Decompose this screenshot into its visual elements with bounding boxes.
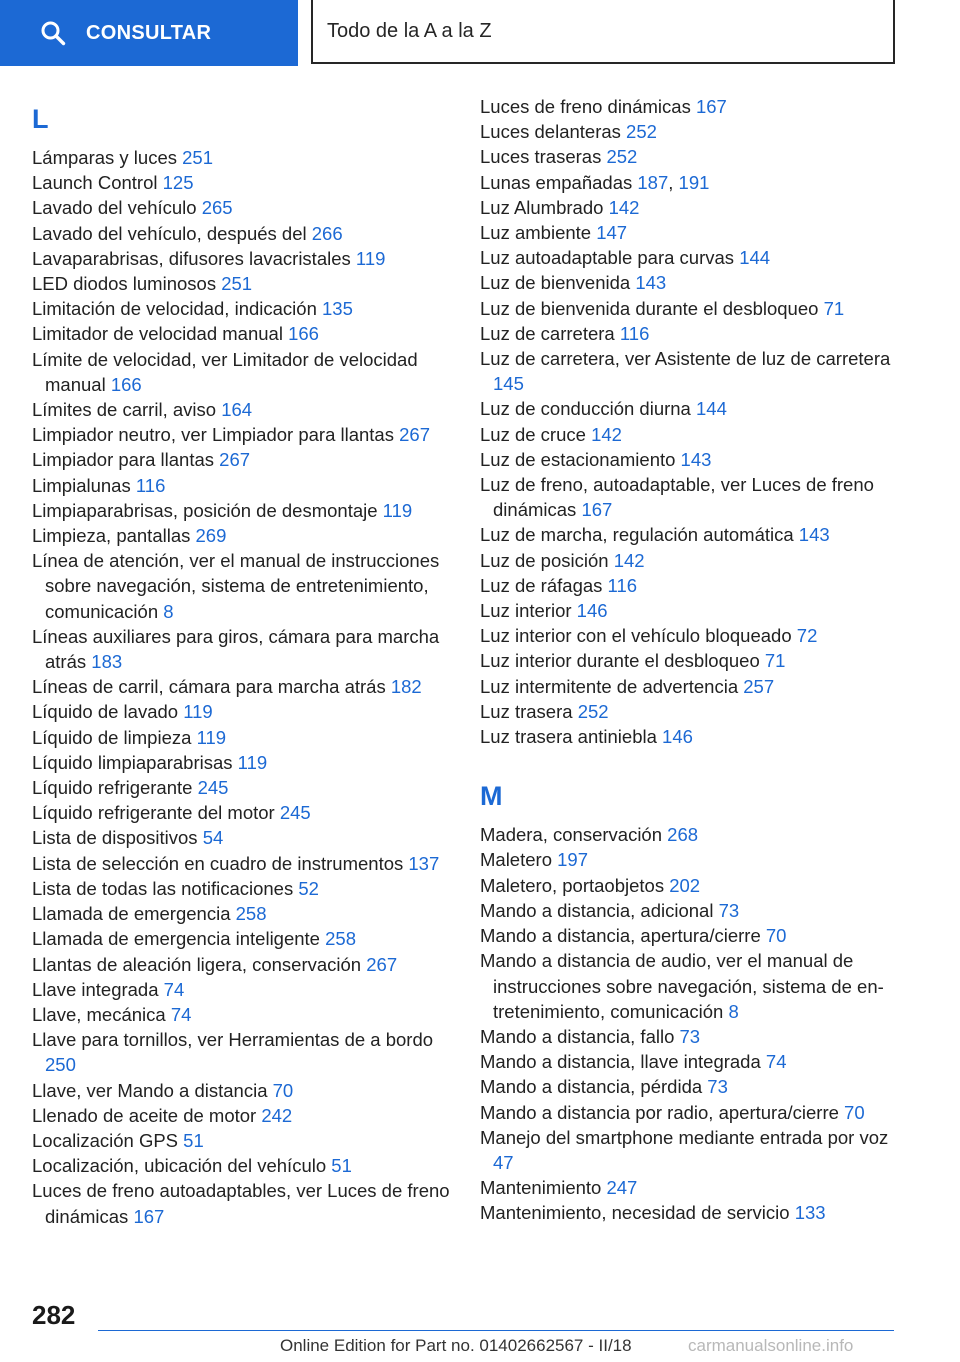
entry-text: Lavado del vehículo, después del: [32, 222, 307, 244]
index-entry: [32, 246, 452, 271]
page-link[interactable]: 143: [798, 524, 830, 546]
entry-text: Mando a distancia, adicional: [480, 899, 714, 921]
entry-text: Luz de carretera, ver Asistente de luz de carretera: [480, 348, 891, 370]
watermark: carmanualsonline.info: [688, 1336, 854, 1355]
index-entry: [480, 1049, 900, 1074]
page-link[interactable]: 167: [133, 1205, 165, 1227]
search-icon: [40, 20, 66, 46]
index-entry: [32, 296, 452, 321]
page-link[interactable]: 47: [493, 1151, 514, 1173]
index-entry: [480, 472, 900, 522]
index-entry: [32, 145, 452, 170]
entry-text: Límite de velocidad, ver Limitador de velocidad manual: [32, 348, 418, 395]
entry-text: Llave, mecánica: [32, 1003, 166, 1025]
index-entry: [32, 1027, 452, 1077]
entry-text: Luces traseras: [480, 146, 602, 168]
entry-text: Launch Control: [32, 172, 158, 194]
page-link[interactable]: 252: [626, 121, 657, 143]
page-link[interactable]: 125: [162, 172, 194, 194]
index-entry: [480, 822, 900, 847]
page-link[interactable]: 164: [221, 399, 253, 421]
index-column-left: [32, 94, 452, 1229]
index-entry: [32, 775, 452, 800]
consultar-label: CONSULTAR: [86, 21, 212, 44]
page-link[interactable]: 119: [196, 726, 227, 748]
entry-text: Luz ambiente: [480, 222, 592, 244]
section-letter: M: [480, 781, 503, 812]
entry-text: Llenado de aceite de motor: [32, 1104, 257, 1126]
page-link[interactable]: 191: [678, 171, 710, 193]
index-entry: [480, 220, 900, 245]
index-entry: [480, 522, 900, 547]
edition-text: [280, 1336, 632, 1356]
entry-text: Líquido refrigerante del motor: [32, 802, 275, 824]
index-entry: [32, 825, 452, 850]
index-entry: [32, 397, 452, 422]
index-entry: [32, 1153, 452, 1178]
page-link[interactable]: 142: [613, 549, 645, 571]
page-link[interactable]: 119: [183, 701, 213, 723]
entry-text: Luz autoadaptable para curvas: [480, 247, 735, 269]
index-entry: [32, 800, 452, 825]
index-entry: [480, 321, 900, 346]
entry-text: Luz de posición: [480, 549, 609, 571]
page-link[interactable]: 142: [608, 196, 640, 218]
entry-text: Localización, ubicación del vehículo: [32, 1155, 327, 1177]
entry-text: Llamada de emergencia: [32, 903, 231, 925]
index-entry: [480, 346, 900, 396]
index-entry: [480, 873, 900, 898]
page-link[interactable]: 250: [45, 1054, 76, 1076]
entry-text: Luces de freno autoadaptables, ver Luces de freno dinámicas: [32, 1180, 450, 1227]
page-link[interactable]: 116: [619, 322, 650, 344]
page-link[interactable]: 183: [91, 651, 123, 673]
page-link[interactable]: 166: [110, 373, 142, 395]
index-entry: [32, 699, 452, 724]
entry-text: Llave integrada: [32, 978, 159, 1000]
entry-text: Mando a distancia, pérdida: [480, 1076, 703, 1098]
index-entry: [32, 498, 452, 523]
page-link[interactable]: 197: [557, 849, 588, 871]
page-link[interactable]: 251: [182, 147, 213, 168]
entry-text: Madera, conservación: [480, 824, 663, 846]
entry-text: Maletero, portaobjetos: [480, 874, 665, 896]
entry-text: Líquido de limpieza: [32, 726, 192, 748]
page-link[interactable]: 267: [219, 449, 251, 471]
index-entry: [32, 548, 452, 624]
page-link[interactable]: 71: [823, 297, 845, 319]
index-entry: [32, 473, 452, 498]
page-link[interactable]: 8: [728, 1000, 739, 1022]
entry-text: Lista de dispositivos: [32, 827, 198, 849]
index-entry: [480, 1024, 900, 1049]
entry-text: Lunas empañadas: [480, 171, 633, 193]
entry-text: Mando a distancia de audio, ver el manual de instrucciones sobre navegación, sistema de entretenimiento, comunicación: [480, 950, 884, 1022]
entry-text: Llave, ver Mando a distancia: [32, 1079, 268, 1101]
page-link[interactable]: 8: [163, 600, 174, 622]
page-link[interactable]: 266: [311, 222, 343, 244]
page-link[interactable]: 167: [581, 499, 613, 521]
entry-text: Líneas auxiliares para giros, cámara para marcha atrás: [32, 625, 440, 673]
top-bar: [0, 0, 960, 66]
index-entry: [480, 699, 900, 724]
page-link[interactable]: 73: [707, 1076, 728, 1098]
index-entry: [480, 573, 900, 598]
footer-divider: [98, 1330, 894, 1331]
entry-text: Lavaparabrisas, difusores lavacristales: [32, 247, 351, 269]
entry-text: Luz de ráfagas: [480, 574, 603, 596]
entry-text: Luz de freno, autoadaptable, ver Luces de freno dinámicas: [480, 474, 874, 521]
page-link[interactable]: 258: [235, 903, 267, 925]
page-link[interactable]: 143: [635, 272, 667, 294]
entry-text: Mando a distancia, apertura/cierre: [480, 925, 761, 947]
entry-text: Mando a distancia, llave integrada: [480, 1051, 761, 1073]
entry-text: Limpialunas: [32, 474, 131, 496]
page-link[interactable]: 146: [576, 600, 608, 622]
page-link[interactable]: 265: [201, 197, 233, 219]
entry-text: Luz de bienvenida: [480, 272, 631, 294]
entry-text: Llantas de aleación ligera, conservación: [32, 953, 362, 975]
page-link[interactable]: 147: [596, 222, 628, 244]
page-link[interactable]: 144: [739, 247, 771, 269]
section-letter: L: [32, 104, 49, 134]
entry-text: Líquido de lavado: [32, 701, 179, 723]
index-entry: [480, 548, 900, 573]
index-entry: [32, 952, 452, 977]
page-link[interactable]: 51: [331, 1155, 352, 1177]
index-entry: [480, 396, 900, 421]
index-entry: [32, 523, 452, 548]
page-link[interactable]: 137: [408, 852, 440, 874]
index-entry: [32, 1002, 452, 1027]
entry-text: Luz trasera antiniebla: [480, 726, 657, 748]
index-entry: [480, 422, 900, 447]
index-entry: [480, 847, 900, 872]
index-entry: [480, 195, 900, 220]
entry-text: Luz de cruce: [480, 423, 586, 445]
index-entry: [480, 674, 900, 699]
page-link[interactable]: 182: [390, 676, 422, 698]
page-link[interactable]: 116: [135, 474, 166, 496]
entry-text: Límites de carril, aviso: [32, 399, 217, 421]
index-entry: [32, 347, 452, 397]
page-link[interactable]: 135: [322, 298, 353, 320]
index-entry: [480, 598, 900, 623]
index-entry: [480, 1200, 900, 1225]
page-link[interactable]: 119: [355, 247, 386, 269]
index-entry: Lunas empañadas 187, 191: [480, 171, 710, 193]
page-link[interactable]: 70: [844, 1101, 865, 1123]
page-link[interactable]: 257: [743, 675, 775, 697]
index-entry: [32, 876, 452, 901]
index-entry: [32, 1128, 452, 1153]
entry-text: Luz intermitente de advertencia: [480, 675, 739, 697]
index-entry: [32, 195, 452, 220]
index-entry: [480, 648, 900, 673]
entry-text: Luz de estacionamiento: [480, 448, 676, 470]
entry-text: Mantenimiento: [480, 1177, 602, 1199]
entry-text: Luz interior durante el desbloqueo: [480, 650, 760, 672]
index-entry: [480, 948, 900, 1024]
index-entry: [32, 926, 452, 951]
entry-text: Luz de marcha, regulación automática: [480, 524, 794, 546]
index-entry: [480, 296, 900, 321]
entry-text: Luz interior con el vehículo bloqueado: [480, 625, 792, 647]
index-entry: [480, 270, 900, 295]
index-entry: [32, 1103, 452, 1128]
page-link[interactable]: 73: [679, 1025, 701, 1047]
page-link[interactable]: 252: [606, 146, 638, 168]
page-number: 282: [32, 1300, 76, 1330]
edition-label: Online Edition for Part no. 01402662567 - II/18: [280, 1336, 632, 1355]
entry-text: Mantenimiento, necesidad de servicio: [480, 1202, 790, 1224]
entry-text: Luz Alumbrado: [480, 196, 604, 218]
index-entry: [480, 144, 900, 169]
index-entry: [32, 624, 452, 674]
page-link[interactable]: 187: [637, 171, 669, 193]
page-link[interactable]: 116: [607, 574, 638, 596]
page-link[interactable]: 133: [794, 1202, 826, 1224]
entry-text: Lámparas y luces: [32, 147, 177, 168]
index-entry: [32, 321, 452, 346]
page-link[interactable]: 267: [366, 953, 398, 975]
entry-text: Líquido limpiaparabrisas: [32, 751, 233, 773]
page-link[interactable]: 74: [163, 978, 185, 1000]
entry-text: Mando a distancia, fallo: [480, 1025, 675, 1047]
index-entry: [32, 422, 452, 447]
page-link[interactable]: 52: [298, 877, 319, 899]
entry-text: Líneas de carril, cámara para marcha atrás: [32, 676, 386, 698]
page-link[interactable]: 167: [695, 96, 727, 117]
index-entry: [480, 623, 900, 648]
index-entry: [480, 1175, 900, 1200]
index-entry: [32, 271, 452, 296]
entry-text: Mando a distancia por radio, apertura/cierre: [480, 1101, 839, 1123]
page-link[interactable]: 269: [195, 525, 227, 547]
index-entry: [32, 1078, 452, 1103]
index-entry: [480, 923, 900, 948]
index-entry: [32, 750, 452, 775]
index-entry: [480, 1074, 900, 1099]
entry-text: Líquido refrigerante: [32, 777, 193, 799]
page-link[interactable]: 54: [202, 827, 224, 849]
entry-text: Luces de freno dinámicas: [480, 96, 691, 117]
entry-text: Limpiador para llantas: [32, 449, 215, 471]
page-link[interactable]: 73: [718, 899, 740, 921]
index-entry: [480, 447, 900, 472]
page-link[interactable]: 145: [493, 373, 524, 395]
page-link[interactable]: 74: [170, 1003, 192, 1025]
entry-text: Limitador de velocidad manual: [32, 323, 283, 345]
entry-text: Limpieza, pantallas: [32, 525, 191, 547]
index-entry: [32, 221, 452, 246]
entry-text: Luz trasera: [480, 700, 573, 722]
page-link[interactable]: 74: [765, 1051, 787, 1073]
page-link[interactable]: 245: [279, 802, 311, 824]
page-link[interactable]: 142: [591, 423, 622, 445]
entry-text: Llamada de emergencia inteligente: [32, 928, 320, 950]
page-link[interactable]: 146: [662, 726, 693, 748]
consultar-button[interactable]: [0, 0, 298, 66]
index-entry: [32, 447, 452, 472]
entry-text: Lavado del vehículo: [32, 197, 197, 219]
entry-text: Lista de todas las notificaciones: [32, 877, 294, 899]
entry-text: Línea de atención, ver el manual de instrucciones sobre navegación, sistema de entretenimiento, comunicación: [32, 550, 440, 622]
entry-text: Llave para tornillos, ver Herramientas de a bordo: [32, 1029, 434, 1051]
entry-text: Luz de conducción diurna: [480, 398, 691, 420]
entry-text: Limitación de velocidad, indicación: [32, 298, 317, 320]
entry-text: Manejo del smartphone mediante entrada por voz: [480, 1126, 889, 1148]
entry-text: Maletero: [480, 849, 552, 871]
index-entry: [480, 119, 900, 144]
entry-text: Luces delanteras: [480, 121, 621, 143]
page-link[interactable]: 245: [197, 777, 229, 799]
index-entry: [32, 674, 452, 699]
page-link[interactable]: 251: [221, 273, 253, 295]
page-link[interactable]: 51: [183, 1129, 204, 1151]
page-link[interactable]: 70: [765, 925, 787, 947]
page-link[interactable]: 202: [669, 874, 701, 896]
page-link[interactable]: 119: [237, 751, 268, 773]
index-entry: [32, 1178, 452, 1228]
page-link[interactable]: 119: [382, 499, 413, 521]
page-link[interactable]: 267: [399, 424, 430, 446]
tab-todo-a-z[interactable]: Todo de la A a la Z: [311, 0, 895, 64]
index-entry: [480, 898, 900, 923]
entry-text: Luz de bienvenida durante el desbloqueo: [480, 297, 819, 319]
entry-text: Localización GPS: [32, 1129, 179, 1151]
index-column-right: [480, 94, 900, 1226]
entry-text: Luz interior: [480, 600, 572, 622]
entry-text: LED diodos luminosos: [32, 273, 217, 295]
entry-text: Luz de carretera: [480, 322, 615, 344]
entry-text: Limpiador neutro, ver Limpiador para llantas: [32, 424, 394, 446]
page-link[interactable]: 71: [764, 650, 786, 672]
index-entry: [480, 724, 900, 749]
index-entry: [32, 851, 452, 876]
page-link[interactable]: 70: [272, 1079, 294, 1101]
page-link[interactable]: 144: [696, 398, 727, 420]
index-entry: [480, 94, 900, 119]
page-link[interactable]: 242: [261, 1104, 293, 1126]
page-link[interactable]: 258: [325, 928, 356, 950]
entry-text: Lista de selección en cuadro de instrumentos: [32, 852, 404, 874]
index-entry: [480, 1100, 900, 1125]
index-entry: [480, 245, 900, 270]
index-entry: [32, 901, 452, 926]
index-entry: [480, 1125, 900, 1175]
page-link[interactable]: 268: [667, 824, 699, 846]
index-entry: [32, 170, 452, 195]
entry-text: Limpiaparabrisas, posición de desmontaje: [32, 499, 378, 521]
page-link[interactable]: 72: [796, 625, 818, 647]
page-link[interactable]: 143: [680, 448, 712, 470]
page-link[interactable]: 252: [577, 700, 609, 722]
index-entry: [32, 725, 452, 750]
page-link[interactable]: 247: [606, 1177, 638, 1199]
page-link[interactable]: 166: [288, 323, 319, 345]
index-entry: [32, 977, 452, 1002]
